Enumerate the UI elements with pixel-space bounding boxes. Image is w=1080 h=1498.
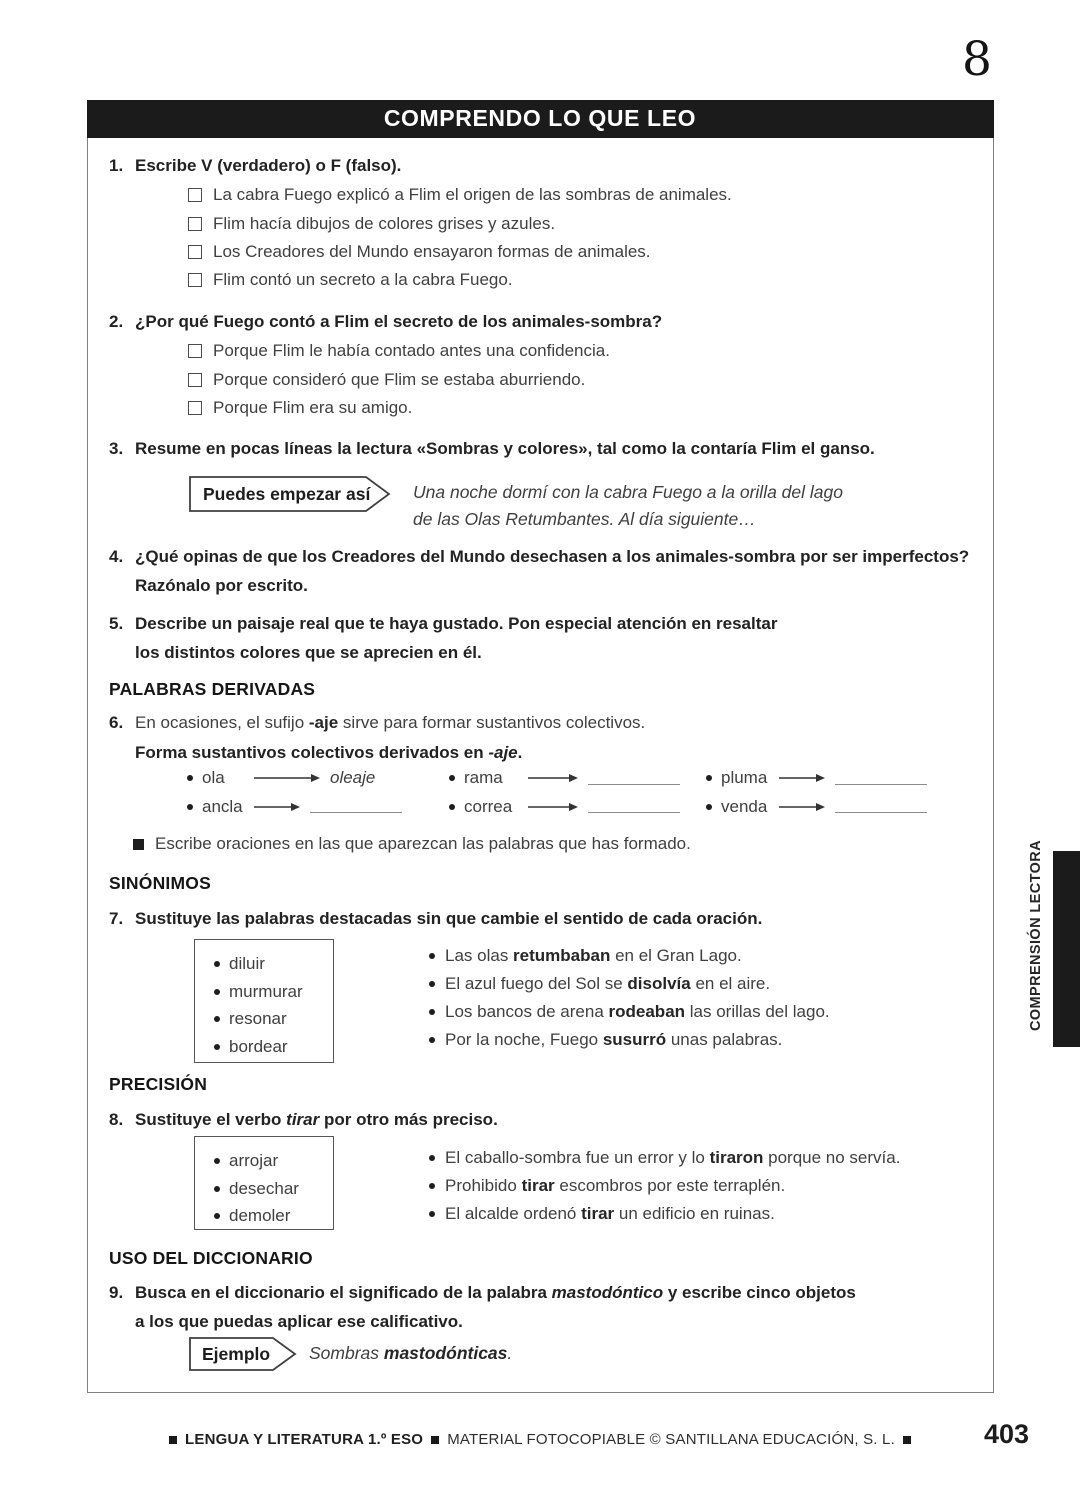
sentence-text: Por la noche, Fuego susurró unas palabras. xyxy=(445,1030,783,1049)
arrow-right-icon xyxy=(779,773,825,783)
true-false-option xyxy=(188,238,732,266)
choice-option xyxy=(188,365,610,393)
sentence xyxy=(429,998,830,1026)
question-number: 4. xyxy=(109,547,124,566)
question-number: 6. xyxy=(109,713,124,732)
worksheet-title-bar xyxy=(87,100,994,138)
checkbox[interactable] xyxy=(188,344,202,358)
checkbox[interactable] xyxy=(188,245,202,259)
bullet-icon xyxy=(429,1037,435,1043)
example-flag xyxy=(189,1337,297,1371)
footer-book-title: LENGUA Y LITERATURA 1.º ESO xyxy=(185,1431,424,1448)
question-number: 7. xyxy=(109,909,124,928)
question-text: Describe un paisaje real que te haya gustado. Pon especial atención en resaltar xyxy=(135,614,778,633)
option-label: Porque Flim le había contado antes una confidencia. xyxy=(213,341,610,361)
hint-line: Una noche dormí con la cabra Fuego a la orilla del lago xyxy=(413,482,843,502)
question-text: Resume en pocas líneas la lectura «Sombras y colores», tal como la contaría Flim el ganso. xyxy=(135,439,875,458)
word: bordear xyxy=(229,1036,288,1056)
question-number: 8. xyxy=(109,1110,124,1129)
word-bank-item xyxy=(214,1033,333,1061)
bullet-icon xyxy=(449,775,455,781)
bullet-icon xyxy=(214,989,220,995)
answer-blank[interactable] xyxy=(835,772,927,785)
derivation-column xyxy=(449,764,680,821)
worksheet-frame xyxy=(87,100,994,1393)
question-text: Forma sustantivos colectivos derivados en -aje. xyxy=(135,743,523,762)
example-flag-label: Ejemplo xyxy=(202,1344,271,1364)
footer xyxy=(0,1431,1080,1448)
question-text: Busca en el diccionario el significado de la palabra mastodóntico y escribe cinco objetos xyxy=(135,1283,856,1302)
derivation-column xyxy=(706,764,927,821)
checkbox[interactable] xyxy=(188,188,202,202)
checkbox[interactable] xyxy=(188,217,202,231)
bullet-icon xyxy=(187,775,193,781)
base-word: pluma xyxy=(721,768,768,788)
bullet-icon xyxy=(214,1016,220,1022)
choice-option xyxy=(188,337,610,365)
question-text: Sustituye el verbo tirar por otro más preciso. xyxy=(135,1110,498,1129)
word: murmurar xyxy=(229,981,303,1001)
derivation-column xyxy=(187,764,402,821)
bullet-icon xyxy=(214,1186,220,1192)
sentence xyxy=(429,1144,900,1172)
question-7-heading xyxy=(109,904,977,933)
question-3-heading xyxy=(109,434,977,463)
square-bullet-icon xyxy=(169,1436,177,1444)
bullet-icon xyxy=(706,775,712,781)
bullet-icon xyxy=(214,1044,220,1050)
section-heading-precision: PRECISIÓN xyxy=(109,1074,208,1094)
arrow-right-icon xyxy=(779,802,825,812)
question-text-line2: a los que puedas aplicar ese calificativo. xyxy=(135,1312,463,1331)
derivation-pair xyxy=(449,792,680,820)
question-5-heading xyxy=(109,609,977,667)
question-6-subtask xyxy=(133,830,691,858)
question-text: ¿Qué opinas de que los Creadores del Mundo desechasen a los animales-sombra por ser imperfectos? xyxy=(135,547,970,566)
word-bank-box xyxy=(194,1136,334,1230)
hint-example-text xyxy=(413,479,843,533)
unit-number: 8 xyxy=(962,32,992,87)
checkbox[interactable] xyxy=(188,401,202,415)
bullet-icon xyxy=(706,804,712,810)
choice-option xyxy=(188,394,610,422)
question-2-heading xyxy=(109,307,977,336)
question-number: 5. xyxy=(109,614,124,633)
bullet-icon xyxy=(214,1213,220,1219)
base-word: correa xyxy=(464,796,513,816)
arrow-right-icon xyxy=(528,773,578,783)
worksheet-title: COMPRENDO LO QUE LEO xyxy=(383,105,697,131)
word-bank-item xyxy=(214,1175,333,1203)
sentence-text: Los bancos de arena rodeaban las orillas del lago. xyxy=(445,1002,830,1021)
question-8-sentences xyxy=(429,1144,900,1228)
bullet-icon xyxy=(429,981,435,987)
subtask-text: Escribe oraciones en las que aparezcan las palabras que has formado. xyxy=(155,834,691,853)
question-text: ¿Por qué Fuego contó a Flim el secreto de los animales-sombra? xyxy=(135,312,663,331)
question-9-heading xyxy=(109,1278,977,1336)
sentence-text: El alcalde ordenó tirar un edificio en ruinas. xyxy=(445,1204,775,1223)
word: desechar xyxy=(229,1178,299,1198)
word-bank-item xyxy=(214,1147,333,1175)
bullet-icon xyxy=(449,804,455,810)
hint-flag xyxy=(189,476,391,512)
derivation-pair xyxy=(706,764,927,792)
option-label: Los Creadores del Mundo ensayaron formas de animales. xyxy=(213,241,651,261)
footer-copyright: MATERIAL FOTOCOPIABLE © SANTILLANA EDUCACIÓN, S. L. xyxy=(447,1431,895,1448)
derived-word: oleaje xyxy=(330,768,376,788)
arrow-right-icon xyxy=(254,802,300,812)
page-number: 403 xyxy=(984,1419,1030,1449)
square-bullet-icon xyxy=(431,1436,439,1444)
section-heading-derivadas: PALABRAS DERIVADAS xyxy=(109,679,316,699)
derivation-pair xyxy=(187,792,402,820)
option-label: Porque Flim era su amigo. xyxy=(213,397,413,417)
option-label: La cabra Fuego explicó a Flim el origen de las sombras de animales. xyxy=(213,185,732,205)
bullet-icon xyxy=(429,1009,435,1015)
bullet-icon xyxy=(429,953,435,959)
sentence-text: Las olas retumbaban en el Gran Lago. xyxy=(445,946,742,965)
derivation-pair xyxy=(706,792,927,820)
checkbox[interactable] xyxy=(188,273,202,287)
sentence xyxy=(429,1200,900,1228)
true-false-option xyxy=(188,209,732,237)
sentence xyxy=(429,970,830,998)
arrow-right-icon xyxy=(254,773,320,783)
sentence xyxy=(429,1026,830,1054)
question-text: Escribe V (verdadero) o F (falso). xyxy=(135,156,402,175)
bullet-icon xyxy=(429,1155,435,1161)
hint-flag-label: Puedes empezar así xyxy=(203,484,371,504)
word: diluir xyxy=(229,953,265,973)
sentence xyxy=(429,942,830,970)
word: arrojar xyxy=(229,1150,279,1170)
base-word: ola xyxy=(202,768,225,788)
question-6-heading xyxy=(109,708,977,737)
sentence-text: El caballo-sombra fue un error y lo tiraron porque no servía. xyxy=(445,1148,901,1167)
sentence-text: El azul fuego del Sol se disolvía en el aire. xyxy=(445,974,771,993)
question-8-heading xyxy=(109,1105,977,1134)
bullet-icon xyxy=(214,1158,220,1164)
word-bank-item xyxy=(214,1202,333,1230)
example-text: Sombras mastodónticas. xyxy=(309,1343,513,1363)
word-bank-item xyxy=(214,1005,333,1033)
question-2-options xyxy=(188,337,610,422)
sidebar-vertical-label: COMPRENSIÓN LECTORA xyxy=(1028,840,1044,1032)
bullet-icon xyxy=(429,1183,435,1189)
question-number: 1. xyxy=(109,156,124,175)
bullet-icon xyxy=(429,1211,435,1217)
answer-blank[interactable] xyxy=(588,772,680,785)
question-text-line2: Razónalo por escrito. xyxy=(135,576,308,595)
question-text-line2: los distintos colores que se aprecien en él. xyxy=(135,643,482,662)
section-heading-diccionario: USO DEL DICCIONARIO xyxy=(109,1248,313,1268)
question-1-heading xyxy=(109,151,977,180)
option-label: Flim contó un secreto a la cabra Fuego. xyxy=(213,270,513,290)
hint-line: de las Olas Retumbantes. Al día siguiente… xyxy=(413,509,756,529)
question-number: 9. xyxy=(109,1283,124,1302)
question-text: En ocasiones, el sufijo -aje sirve para formar sustantivos colectivos. xyxy=(135,713,646,732)
derivation-pair xyxy=(187,764,402,792)
checkbox[interactable] xyxy=(188,373,202,387)
section-heading-sinonimos: SINÓNIMOS xyxy=(109,873,211,893)
question-text: Sustituye las palabras destacadas sin que cambie el sentido de cada oración. xyxy=(135,909,763,928)
base-word: venda xyxy=(721,796,768,816)
bullet-icon xyxy=(187,804,193,810)
question-7-sentences xyxy=(429,942,830,1054)
answer-blank[interactable] xyxy=(310,800,402,813)
square-bullet-icon xyxy=(903,1436,911,1444)
word: resonar xyxy=(229,1009,287,1029)
sidebar-black-tab xyxy=(1053,851,1080,1047)
option-label: Porque consideró que Flim se estaba aburriendo. xyxy=(213,369,586,389)
option-label: Flim hacía dibujos de colores grises y azules. xyxy=(213,213,556,233)
derivation-pair xyxy=(449,764,680,792)
question-number: 3. xyxy=(109,439,124,458)
sentence xyxy=(429,1172,900,1200)
sentence-text: Prohibido tirar escombros por este terraplén. xyxy=(445,1176,786,1195)
answer-blank[interactable] xyxy=(588,800,680,813)
word-bank-item xyxy=(214,978,333,1006)
arrow-right-icon xyxy=(528,802,578,812)
word-bank-box xyxy=(194,939,334,1063)
question-6-subheading xyxy=(109,738,977,767)
word-bank-item xyxy=(214,950,333,978)
true-false-option xyxy=(188,266,732,294)
bullet-icon xyxy=(214,961,220,967)
square-bullet-icon xyxy=(133,839,144,850)
answer-blank[interactable] xyxy=(835,800,927,813)
true-false-option xyxy=(188,181,732,209)
question-number: 2. xyxy=(109,312,124,331)
question-1-options xyxy=(188,181,732,295)
question-4-heading xyxy=(109,542,977,600)
word: demoler xyxy=(229,1206,291,1226)
base-word: ancla xyxy=(202,796,243,816)
base-word: rama xyxy=(464,768,503,788)
